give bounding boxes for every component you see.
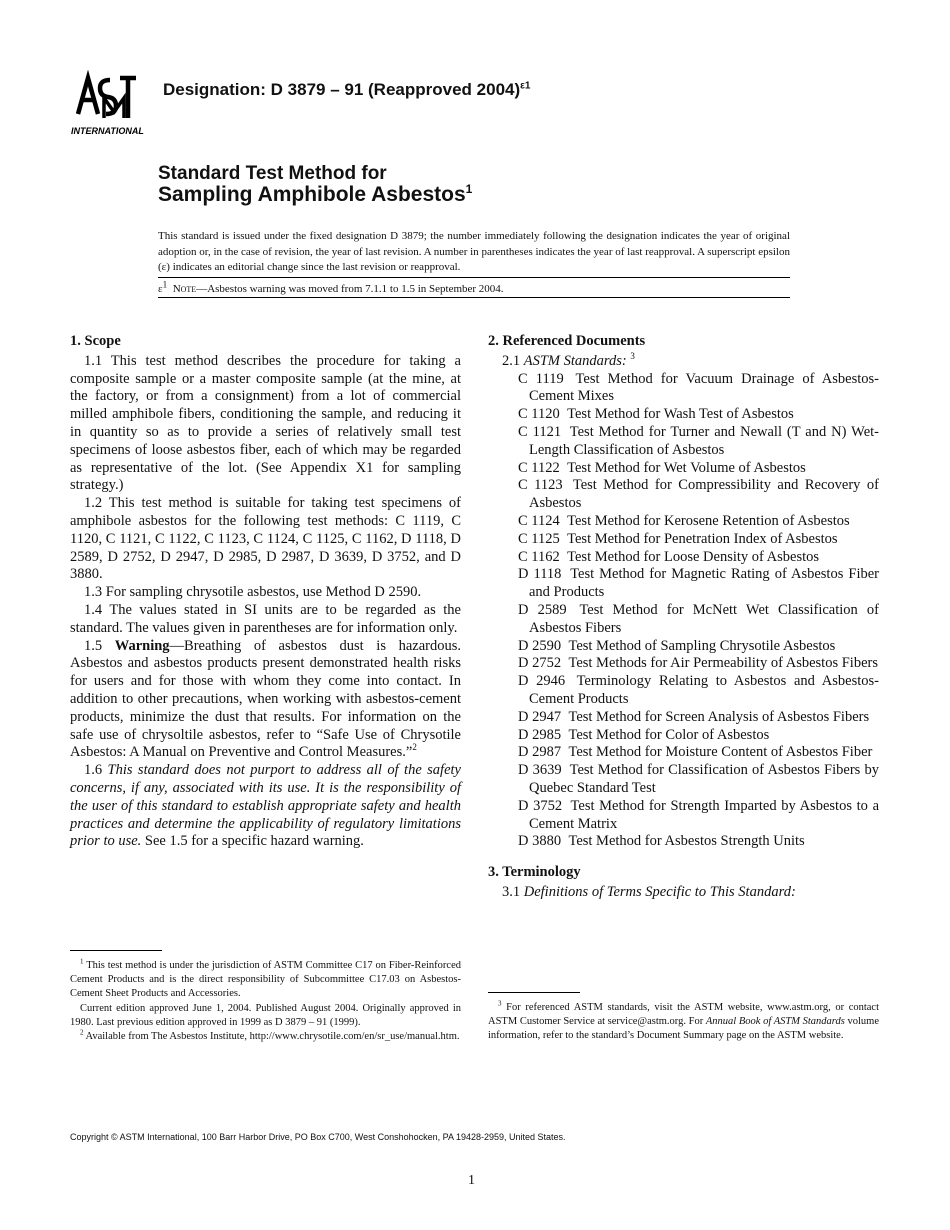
footnote-2 (70, 1030, 461, 1044)
copyright-notice: Copyright © ASTM International, 100 Barr Harbor Drive, PO Box C700, West Conshohocken, PA 19428-2959, United States. (70, 1132, 566, 1142)
referenced-standard-item (503, 655, 879, 673)
note-text: —Asbestos warning was moved from 7.1.1 to 1.5 in September 2004. (196, 283, 504, 295)
designation (163, 80, 530, 100)
referenced-standard-item (503, 460, 879, 478)
footnotes-left (70, 959, 461, 1044)
standard-title: Test Method of Sampling Chrysotile Asbestos (568, 637, 836, 654)
standard-code: C 1122 (518, 459, 560, 476)
referenced-standard-item (503, 744, 879, 762)
note-label: Note (172, 283, 197, 295)
subsection-3-1 (488, 884, 879, 902)
standard-title: Test Method for Vacuum Drainage of Asbestos-Cement Mixes (529, 370, 879, 405)
standard-title: Terminology Relating to Asbestos and Asbestos-Cement Products (529, 673, 879, 707)
referenced-standard-item (503, 673, 879, 709)
standard-code: D 3880 (518, 833, 562, 850)
designation-text: Designation: D 3879 – 91 (Reapproved 2004) (163, 80, 521, 99)
footnote-1-edition: Current edition approved June 1, 2004. Published August 2004. Originally approved in 1980. Last previous edition approved in 1999 as D 3879 – 91 (1999). (70, 1002, 461, 1028)
standard-code: D 2985 (518, 726, 562, 743)
referenced-standard-item (503, 406, 879, 424)
standard-code: D 2590 (518, 637, 562, 654)
section-heading-scope: 1. Scope (70, 333, 121, 349)
footnote-3-text-a: For referenced ASTM standards, visit the ASTM website, www.astm.org, or contact ASTM Customer Service at service@astm.org. For (488, 1002, 880, 1028)
footnote-2-marker: 2 (80, 1028, 84, 1037)
footnote-3-marker: 3 (498, 999, 502, 1008)
footnote-1 (70, 959, 461, 1002)
footnote-3 (488, 1001, 879, 1044)
standard-code: C 1120 (518, 406, 560, 423)
referenced-standard-item (503, 762, 879, 798)
note-mark-sup: 1 (162, 279, 168, 290)
paragraph-1-1: 1.1 This test method describes the procedure for taking a composite sample or a master composite sample (at the mine, at the factory, or from a consignment) from a lot of commercial milled amphibole fibers, conditioning the sample, and reducing it in quantity so as to provide a series of relatively small test specimens of loose asbestos fiber, each of which may be regarded as representative of the lot. (See Appendix X1 for sampling strategy.) (70, 352, 461, 494)
standard-title: Test Method for Color of Asbestos (568, 726, 770, 743)
referenced-standard-item (503, 371, 879, 407)
standard-title: Test Method for Magnetic Rating of Asbestos Fiber and Products (529, 566, 879, 601)
designation-superscript: ε1 (520, 80, 531, 92)
section-heading-referenced-documents: 2. Referenced Documents (488, 333, 646, 349)
standard-code: C 1121 (518, 423, 562, 440)
footnote-rule-right (488, 992, 580, 993)
referenced-standard-item (503, 566, 879, 602)
standard-title: Test Method for Classification of Asbestos Fibers by Quebec Standard Test (529, 762, 879, 796)
footnote-3-text-b: volume information, refer to the standard’s Document Summary page on the ASTM website. (488, 1016, 879, 1042)
referenced-standard-item (503, 798, 879, 834)
standard-title: Test Method for Moisture Content of Asbestos Fiber (568, 744, 873, 761)
paragraph-1-5-text: —Breathing of asbestos dust is hazardous. Asbestos and asbestos products present demonstrated health risks for users and for those with whom they come into contact. In addition to other precautions, when working with asbestos-cement products, minimize the dust that results. For information on the safe use of chrysoltile asbestos, refer to “Safe Use of Chrysotile Asbestos: A Manual on Preventive and Control Measures.” (70, 637, 461, 761)
standard-title: Test Method for Turner and Newall (T and N) Wet-Length Classification of Asbestos (529, 423, 879, 458)
footnote-marker-3: 3 (630, 350, 635, 361)
paragraph-1-4: 1.4 The values stated in SI units are to be regarded as the standard. The values given in parentheses are for information only. (70, 601, 461, 636)
subsection-2-1-number: 2.1 (502, 352, 521, 369)
standard-title: Test Method for Loose Density of Asbestos (567, 548, 820, 565)
referenced-standard-item (503, 424, 879, 460)
paragraph-1-6 (70, 762, 461, 851)
logo-text: INTERNATIONAL (71, 126, 144, 136)
referenced-standard-item (503, 727, 879, 745)
warning-label: Warning (114, 637, 170, 654)
referenced-standard-item (503, 531, 879, 549)
footnote-rule-left (70, 950, 162, 951)
standard-code: D 2946 (518, 673, 566, 690)
standard-code: D 2589 (518, 601, 567, 618)
title-footnote-marker: 1 (465, 182, 473, 196)
note-mark: ε (158, 283, 163, 295)
preamble: This standard is issued under the fixed designation D 3879; the number immediately following the designation indicates the year of original adoption or, in the case of revision, the year of last revision. A number in parentheses indicates the year of last reapproval. A superscript epsilon (ε) indicates an editorial change since the last revision or reapproval. (158, 230, 790, 273)
astm-logo (70, 70, 150, 138)
subsection-3-1-label: Definitions of Terms Specific to This Standard: (523, 883, 796, 900)
referenced-standard-item (503, 477, 879, 513)
astm-logo-icon (70, 70, 150, 138)
referenced-standard-item (503, 833, 879, 851)
standard-code: D 3639 (518, 762, 562, 779)
standard-code: D 2987 (518, 744, 562, 761)
footnote-2-text: Available from The Asbestos Institute, http://www.chrysotile.com/en/sr_use/manual.htm. (85, 1031, 460, 1043)
paragraph-1-6-text: See 1.5 for a specific hazard warning. (144, 833, 364, 850)
editorial-note (158, 279, 504, 295)
footnote-1-text: This test method is under the jurisdiction of ASTM Committee C17 on Fiber-Reinforced Cement Products and is the direct responsibility of Subcommittee C17.03 on Asbestos-Cement Sheet Products and Accessories. (70, 960, 461, 1000)
referenced-standard-item (503, 549, 879, 567)
paragraph-1-5-number: 1.5 (84, 637, 103, 654)
standard-code: D 2752 (518, 655, 562, 672)
standard-code: C 1162 (518, 548, 560, 565)
standard-title: Test Method for Wash Test of Asbestos (567, 406, 794, 423)
divider-top (158, 277, 790, 278)
title-text: Sampling Amphibole Asbestos (158, 183, 466, 206)
title-line-1: Standard Test Method for (158, 163, 387, 184)
standard-title: Test Method for Strength Imparted by Asbestos to a Cement Matrix (529, 797, 880, 832)
standard-title: Test Method for Wet Volume of Asbestos (567, 459, 806, 476)
referenced-standard-item (503, 602, 879, 638)
footnotes-right (488, 1001, 879, 1044)
standard-title: Test Method for McNett Wet Classification of Asbestos Fibers (529, 601, 879, 636)
section-heading-terminology: 3. Terminology (488, 864, 581, 881)
footnote-marker-2: 2 (412, 742, 417, 753)
standard-title: Test Method for Kerosene Retention of Asbestos (567, 512, 850, 529)
paragraph-1-3: 1.3 For sampling chrysotile asbestos, use Method D 2590. (84, 584, 422, 601)
standard-code: D 3752 (518, 797, 563, 814)
divider-bottom (158, 297, 790, 298)
referenced-standard-item (503, 709, 879, 727)
referenced-standard-item (503, 638, 879, 656)
standard-title: Test Method for Screen Analysis of Asbestos Fibers (568, 708, 870, 725)
footnote-1-marker: 1 (80, 957, 84, 966)
subsection-2-1 (488, 350, 879, 371)
standard-title: Test Method for Compressibility and Recovery of Asbestos (529, 477, 879, 512)
standard-code: D 2947 (518, 708, 562, 725)
standard-code: C 1123 (518, 477, 563, 494)
standard-title: Test Methods for Air Permeability of Asbestos Fibers (568, 655, 878, 672)
right-column (488, 333, 879, 902)
left-column (70, 333, 461, 851)
paragraph-1-6-number: 1.6 (84, 762, 103, 779)
footnote-3-italic: Annual Book of ASTM Standards (705, 1016, 845, 1028)
standard-code: C 1124 (518, 512, 560, 529)
referenced-standards-list (488, 371, 879, 852)
paragraph-1-2: 1.2 This test method is suitable for taking test specimens of amphibole asbestos for the following test methods: C 1119, C 1120, C 1121, C 1122, C 1123, C 1124, C 1125, C 1162, D 1118, D 2589, D 2752, D 2947, D 2985, D 2987, D 3639, D 3752, and D 3880. (70, 495, 461, 583)
standard-code: D 1118 (518, 566, 562, 583)
referenced-standard-item (503, 513, 879, 531)
standard-title: Test Method for Asbestos Strength Units (568, 833, 805, 850)
safety-statement: This standard does not purport to address all of the safety concerns, if any, associated with its use. It is the responsibility of the user of this standard to establish appropriate safety and health practices and determine the applicability of regulatory limitations prior to use. (70, 762, 461, 850)
standard-code: C 1119 (518, 370, 564, 387)
page-number: 1 (468, 1173, 475, 1188)
standard-code: C 1125 (518, 530, 560, 547)
subsection-2-1-label: ASTM Standards: (523, 352, 627, 369)
paragraph-1-5 (70, 638, 461, 763)
standard-title: Test Method for Penetration Index of Asbestos (567, 530, 838, 547)
title-line-2 (158, 183, 472, 207)
subsection-3-1-number: 3.1 (502, 883, 521, 900)
